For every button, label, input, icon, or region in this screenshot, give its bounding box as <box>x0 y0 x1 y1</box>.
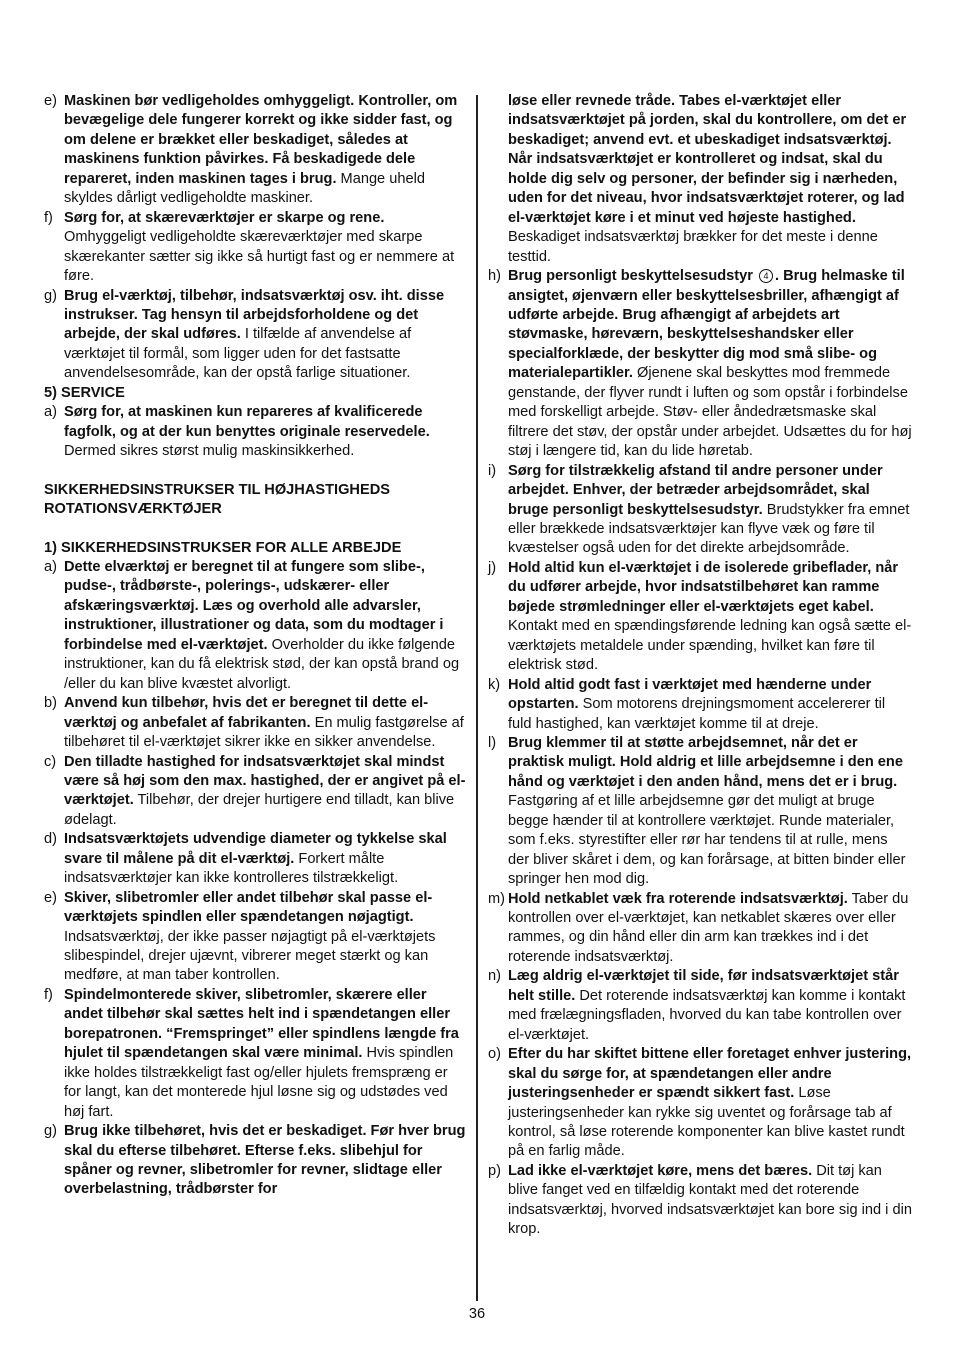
list-item: e) Maskinen bør vedligeholdes omhyggeligt. Kontroller, om bevægelige dele fungerer korrekt og ikke sidder fast, og om delene er brækket eller beskadiget, således at maskinens funktion påvirkes. Få beskadigede dele repareret, inden maskinen tages i brug. Mange uheld skyldes dårligt vedligeholdte maskiner. <box>44 93 458 207</box>
list-item: a) Sørg for, at maskinen kun repareres af kvalificerede fagfolk, og at der kun benyttes originale reservedele. Dermed sikres størst mulig maskinsikkerhed. <box>44 404 430 460</box>
subsection-title: 1) SIKKERHEDSINSTRUKSER FOR ALLE ARBEJDE <box>44 539 402 556</box>
list-item: d) Indsatsværktøjets udvendige diameter og tykkelse skal svare til målene på dit el-værktøj. Forkert målte indsatsværktøjer kan ikke kontrolleres tilstrækkeligt. <box>44 831 447 887</box>
list-item: l) Brug klemmer til at støtte arbejdsemnet, når det er praktisk muligt. Hold aldrig et lille arbejdsemne i den ene hånd og værktøjet i den anden hånd, mens det er i brug. Fastgøring af et lille arbejdsemne gør det muligt at bruge begge hænder til at kontrollere værktøjet. Runde materialer, som f.eks. styrestifter eller rør har tendens til at rulle, mens der bliver skåret i dem, og kan forårsage, at bitten binder eller springer hen mod dig. <box>488 734 906 888</box>
list-item: m) Hold netkablet væk fra roterende indsatsværktøj. Taber du kontrollen over el-værktøjet, kan netkablet skæres over eller rammes, og din hånd eller din arm kan trækkes ind i det roterende indsatsværktøj. <box>488 890 909 965</box>
list-item-continuation: løse eller revnede tråde. Tabes el-værktøjet eller indsatsværktøjet på jorden, skal du kontrollere, om det er beskadiget; anvend evt. et ubeskadiget indsatsværktøj. Når indsatsværktøjet er kontrolleret og indsat, skal du holde dig selv og personer, der befinder sig i nærheden, uden for det niveau, hvor indsatsværktøjet roterer, og lad el-værktøjet køre i et minut ved højeste hastighed. Beskadiget indsatsværktøj brækker for det meste i denne testtid. <box>508 93 907 265</box>
column-divider <box>476 95 478 1301</box>
list-item: b) Anvend kun tilbehør, hvis det er beregnet til dette el-værktøj og anbefalet af fabrikanten. En mulig fastgørelse af tilbehøret til el-værktøjet sikrer ikke en sikker anvendelse. <box>44 695 464 751</box>
left-column <box>44 92 468 1200</box>
list-item: h) Brug personligt beskyttelsesudstyr 4 . Brug helmaske til ansigtet, øjenværn eller beskyttelsesbriller, afhængigt af udførte arbejde. Brug afhængigt af arbejdets art støvmaske, høreværn, beskyttelseshandsker eller specialforklæde, der beskytter dig mod små slibe- og materialepartikler. Øjenene skal beskyttes mod fremmede genstande, der flyver rundt i luften og som opstår i forbindelse med forskelligt arbejde. Støv- eller åndedrætsmaske skal filtrere det støv, der opstår under arbejdet. Udsættes du for høj støj i længere tid, kan du lide høretab. <box>488 268 912 460</box>
service-heading: 5) SERVICE <box>44 384 125 401</box>
list-item: i) Sørg for tilstrækkelig afstand til andre personer under arbejdet. Enhver, der betræder arbejdsområdet, skal bruge personligt beskyttelsesudstyr. Brudstykker fra emnet eller brækkede indsatsværktøjer kan flyve væk og føre til kvæstelser også uden for det direkte arbejdsområde. <box>488 462 910 557</box>
list-item: f) Spindelmonterede skiver, slibetromler, skærere eller andet tilbehør skal sættes helt ind i spændetangen eller borepatronen. “Fremspringet” eller spindlens længde fra hjulet til spændetangen skal være minimal. Hvis spindlen ikke holdes tilstrækkeligt fast og/eller hjulets fremspræng er for langt, kan det monterede hjul løsne sig og udstødes ved høj fart. <box>44 986 459 1120</box>
list-item: g) Brug el-værktøj, tilbehør, indsatsværktøj osv. iht. disse instrukser. Tag hensyn til arbejdsforholdene og det arbejde, der skal udføres. I tilfælde af anvendelse af værktøjet til formål, som ligger uden for det fastsatte anvendelsesområde, kan der opstå farlige situationer. <box>44 287 445 382</box>
list-item: g) Brug ikke tilbehøret, hvis det er beskadiget. Før hver brug skal du efterse tilbehøret. Efterse f.eks. slibehjul for spåner og revner, slibetromler for revner, slidtage eller overbelastning, trådbørster for <box>44 1123 466 1198</box>
list-item: f) Sørg for, at skæreværktøjer er skarpe og rene. Omhyggeligt vedligeholdte skæreværktøjer med skarpe skærekanter sætter sig ikke så hurtigt fast og er nemmere at føre. <box>44 209 455 285</box>
list-item: n) Læg aldrig el-værktøjet til side, før indsatsværktøjet står helt stille. Det roterende indsatsværktøj kan komme i kontakt med frælægningsfladen, hvorved du kan tabe kontrollen over el-værktøjet. <box>488 968 906 1043</box>
section-title: SIKKERHEDSINSTRUKSER TIL HØJHASTIGHEDS ROTATIONSVÆRKTØJER <box>44 481 390 518</box>
list-item: k) Hold altid godt fast i værktøjet med hænderne under opstarten. Som motorens drejningsmoment accelererer til fuld hastighed, kan værktøjet komme til at dreje. <box>488 676 886 732</box>
list-item: c) Den tilladte hastighed for indsatsværktøjet skal mindst være så høj som den max. hastighed, der er angivet på el-værktøjet. Tilbehør, der drejer hurtigere end tilladt, kan blive ødelagt. <box>44 753 466 828</box>
right-column <box>488 92 912 1240</box>
list-item: a) Dette elværktøj er beregnet til at fungere som slibe-, pudse-, trådbørste-, polerings-, udskærer- eller afskæringsværktøj. Læs og overhold alle advarsler, instruktioner, illustrationer og data, som du modtager i forbindelse med el-værktøjet. Overholder du ikke følgende instruktioner, kan du få elektrisk stød, der kan opstå brand og /eller du kan blive kvæstet alvorligt. <box>44 558 460 692</box>
page-number: 36 <box>468 1306 486 1322</box>
list-item: o) Efter du har skiftet bittene eller foretaget enhver justering, skal du sørge for, at spændetangen eller andre justeringsenheder er spændt sikkert fast. Løse justeringsenheder kan rykke sig uventet og forårsage tab af kontrol, så løse roterende komponenter kan blive kastet rundt på en farlig måde. <box>488 1046 912 1160</box>
list-item: j) Hold altid kun el-værktøjet i de isolerede gribeflader, når du udfører arbejde, hvor indsatstilbehøret kan ramme bøjede strømledninger eller el-værktøjets eget kabel. Kontakt med en spændingsførende ledning kan også sætte el-værktøjets metaldele under spænding, hvilket kan føre til elektrisk stød. <box>488 559 912 674</box>
circled-number-icon: 4 <box>759 269 773 283</box>
list-item: p) Lad ikke el-værktøjet køre, mens det bæres. Dit tøj kan blive fanget ved en tilfældig kontakt med det roterende indsatsværktøj, hvorved indsatsværktøjet kan bore sig ind i din krop. <box>488 1162 912 1238</box>
list-item: e) Skiver, slibetromler eller andet tilbehør skal passe el-værktøjets spindlen eller spændetangen nøjagtigt. Indsatsværktøj, der ikke passer nøjagtigt på el-værktøjets slibespindel, drejer ujævnt, vibrerer meget stærkt og kan medføre, at man taber kontrollen. <box>44 889 436 984</box>
